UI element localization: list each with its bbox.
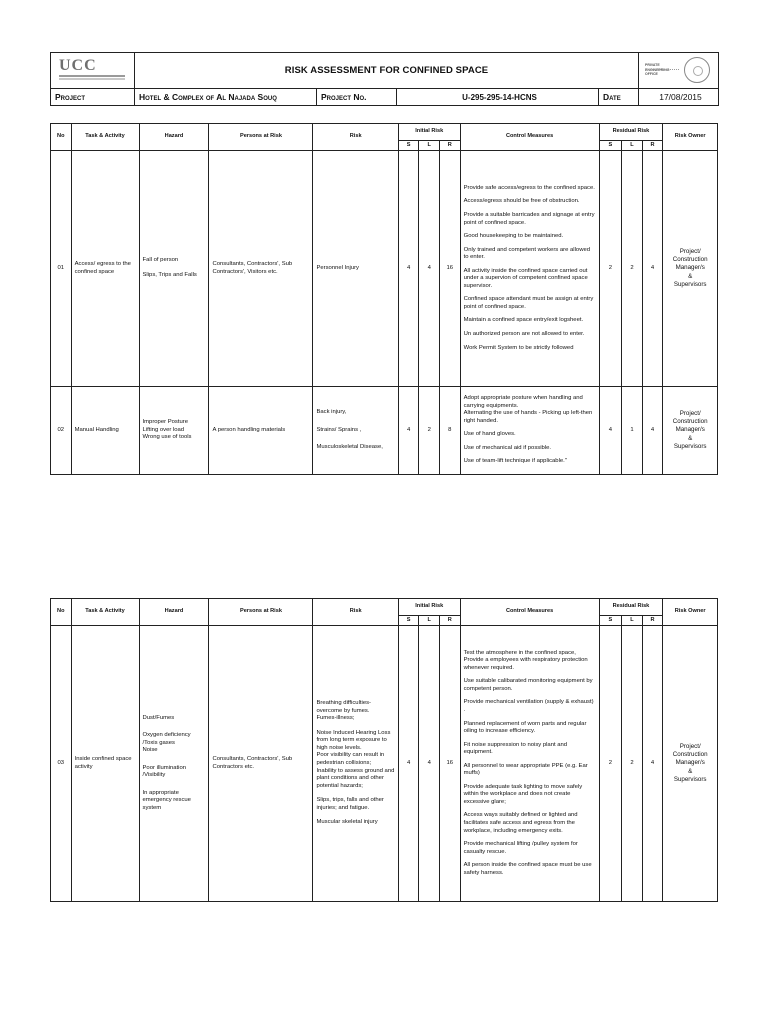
initial-l: 4 <box>419 626 440 902</box>
row-task: Inside confined space activity <box>71 626 139 902</box>
col-residual-r: R <box>642 141 663 151</box>
col-control: Control Measures <box>460 124 599 151</box>
col-hazard: Hazard <box>139 124 209 151</box>
col-no: No <box>51 124 72 151</box>
col-initial-l: L <box>419 616 440 626</box>
col-residual-risk: Residual Risk <box>599 124 663 141</box>
col-initial-l: L <box>419 141 440 151</box>
col-hazard: Hazard <box>139 599 209 626</box>
row-no: 03 <box>51 626 72 902</box>
project-no-label: Project No. <box>321 92 367 102</box>
row-persons: Consultants, Contractors', Sub Contractors', Visitors etc. <box>209 151 313 387</box>
col-residual-s: S <box>599 141 622 151</box>
col-residual-risk: Residual Risk <box>599 599 663 616</box>
risk-table-2 <box>50 598 718 902</box>
residual-r: 4 <box>642 387 663 475</box>
row-controls: Provide safe access/egress to the confined space. Access/egress should be free of obstruction. Provide a suitable barricades and signage at entry point of confined space. Good housekeeping to be maintained. Only trained and competent workers are allowed to enter. All activity inside the confined space carried out under a supervion of competent confined space supervisor. Confined space attendant must be assign at entry point of confined space. Maintain a confined space entry/exit logsheet. Un authorized person are not allowed to enter. Work Permit System to be strictly followed <box>460 151 599 387</box>
seal-icon <box>684 57 710 83</box>
initial-s: 4 <box>398 626 419 902</box>
col-initial-risk: Initial Risk <box>398 124 460 141</box>
row-no: 02 <box>51 387 72 475</box>
table-row <box>51 387 718 475</box>
row-no: 01 <box>51 151 72 387</box>
seal-text: PRIVATE ENGINEERING OFFICE <box>645 63 670 77</box>
project-no: U-295-295-14-HCNS <box>462 92 537 102</box>
residual-s: 2 <box>599 626 622 902</box>
initial-l: 2 <box>419 387 440 475</box>
residual-s: 4 <box>599 387 622 475</box>
col-initial-s: S <box>398 616 419 626</box>
row-controls: Test the atmosphere in the confined space, Provide a employees with respiratory protection whenever required. Use suitable calibarated monitoring equipment by competent person. Provide mechanical ventilation (supply & exhaust) . Planned replacement of worn parts and regular oiling to increase efficiency. Fit noise suppression to noisy plant and equipment. All personnel to wear appropriate PPE (e.g. Ear muffs) Provide adequate task lighting to move safely within the workplace and does not create excessive glare; Access ways suitably defined or lighted and facilitates safe access and egress from the workplace, including emergency exits. Provide mechanical lifting /pulley system for casualty rescue. All person inside the confined space must be use safety harness. <box>460 626 599 902</box>
initial-r: 16 <box>440 151 461 387</box>
risk-table-1 <box>50 123 718 475</box>
date-value: 17/08/2015 <box>659 92 702 102</box>
col-task: Task & Activity <box>71 124 139 151</box>
company-logo <box>57 57 129 85</box>
initial-s: 4 <box>398 387 419 475</box>
row-risk: Back injury, Strains/ Sprains , Musculoskeletal Disease, <box>313 387 398 475</box>
col-residual-r: R <box>642 616 663 626</box>
col-persons: Persons at Risk <box>209 124 313 151</box>
col-initial-s: S <box>398 141 419 151</box>
col-initial-risk: Initial Risk <box>398 599 460 616</box>
col-residual-l: L <box>622 616 643 626</box>
col-task: Task & Activity <box>71 599 139 626</box>
row-hazard: Fall of person Slips, Trips and Falls <box>139 151 209 387</box>
table-row <box>51 151 718 387</box>
col-residual-l: L <box>622 141 643 151</box>
row-persons: A person handling materials <box>209 387 313 475</box>
residual-r: 4 <box>642 151 663 387</box>
row-hazard: Improper Posture Lifting over load Wrong use of tools <box>139 387 209 475</box>
col-risk: Risk <box>313 599 398 626</box>
residual-r: 4 <box>642 626 663 902</box>
initial-l: 4 <box>419 151 440 387</box>
seal-cell <box>639 53 719 89</box>
row-controls: Adopt appropriate posture when handling and carrying equipments. Alternating the use of hands - Picking up left-then right handed. Use of hand gloves. Use of mechanical aid if possible. Use of team-lift technique if applicable." <box>460 387 599 475</box>
date-label: Date <box>603 92 621 102</box>
row-risk: Personnel Injury <box>313 151 398 387</box>
col-no: No <box>51 599 72 626</box>
project-name: Hotel & Complex of Al Najada Souq <box>139 92 277 102</box>
residual-l: 2 <box>622 151 643 387</box>
initial-s: 4 <box>398 151 419 387</box>
document-header <box>50 52 719 106</box>
row-persons: Consultants, Contractors', Sub Contractors etc. <box>209 626 313 902</box>
residual-s: 2 <box>599 151 622 387</box>
row-task: Access/ egress to the confined space <box>71 151 139 387</box>
residual-l: 1 <box>622 387 643 475</box>
table-row <box>51 626 718 902</box>
row-owner: Project/ Construction Manager/s & Supervisors <box>663 387 718 475</box>
col-risk: Risk <box>313 124 398 151</box>
document-title: RISK ASSESSMENT FOR CONFINED SPACE <box>135 53 639 89</box>
row-owner: Project/ Construction Manager/s & Supervisors <box>663 626 718 902</box>
col-owner: Risk Owner <box>663 599 718 626</box>
col-persons: Persons at Risk <box>209 599 313 626</box>
col-owner: Risk Owner <box>663 124 718 151</box>
col-initial-r: R <box>440 141 461 151</box>
residual-l: 2 <box>622 626 643 902</box>
logo-text: UCC <box>59 57 97 74</box>
col-control: Control Measures <box>460 599 599 626</box>
row-hazard: Dust/Fumes Oxygen deficiency /Toxis gases Noise Poor illumination /Visibility In appropriate emergency rescue system <box>139 626 209 902</box>
initial-r: 8 <box>440 387 461 475</box>
col-residual-s: S <box>599 616 622 626</box>
row-owner: Project/ Construction Manager/s & Supervisors <box>663 151 718 387</box>
initial-r: 16 <box>440 626 461 902</box>
row-risk: Breathing difficulties-overcome by fumes. Fumes-illness; Noise Induced Hearing Loss from long term exposure to high noise levels. Poor visibility can result in pedestrian collisions; Inability to assess ground and plant conditions and other potential hazards; Slips, trips, falls and other injuries; and fatigue. Muscular skeletal injury <box>313 626 398 902</box>
row-task: Manual Handling <box>71 387 139 475</box>
company-logo-cell <box>51 53 135 89</box>
project-label: Project <box>55 92 86 102</box>
col-initial-r: R <box>440 616 461 626</box>
